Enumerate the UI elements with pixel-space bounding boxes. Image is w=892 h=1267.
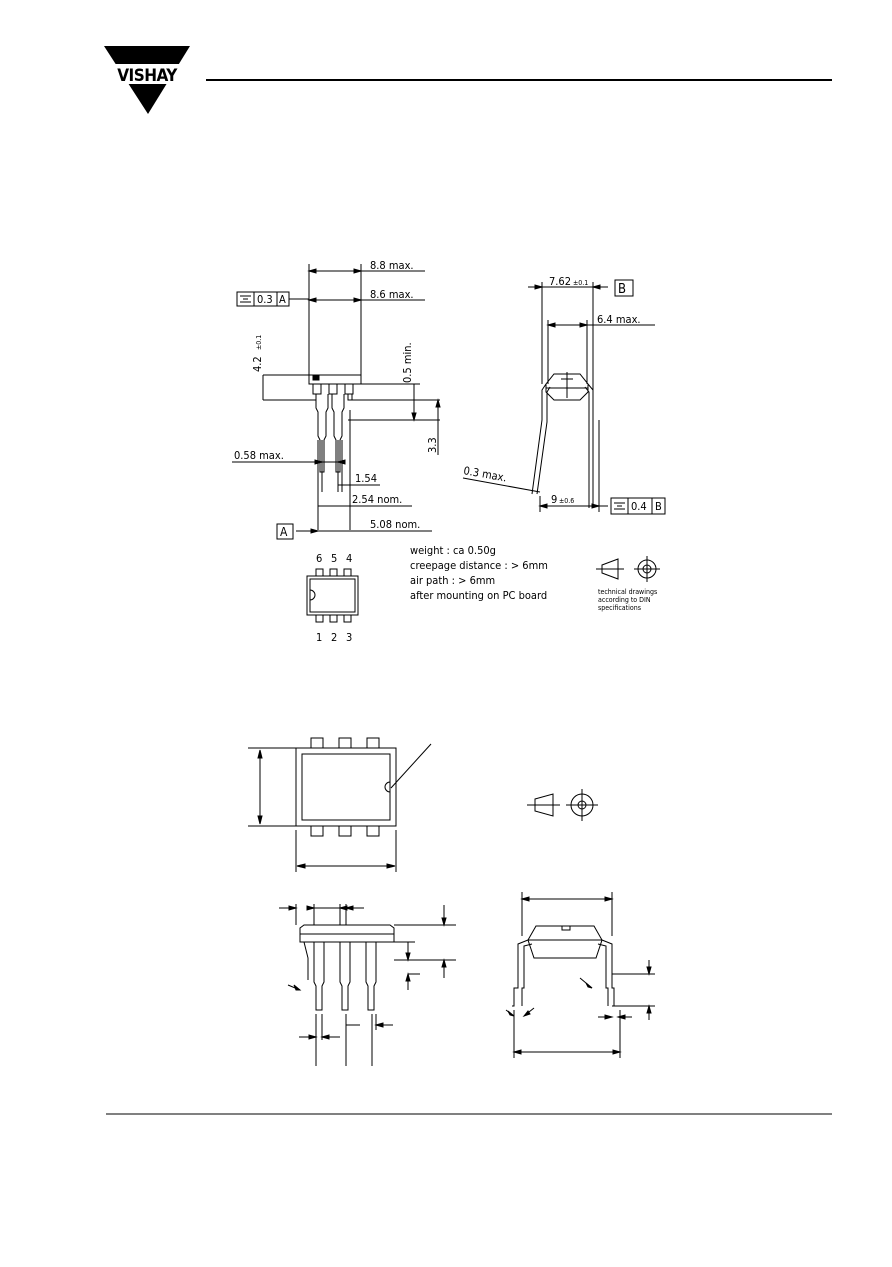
note-creepage: creepage distance : > 6mm	[410, 559, 548, 572]
datum-b	[615, 280, 633, 297]
note-mounting: after mounting on PC board	[410, 589, 548, 602]
tolerance-value: 0.3	[257, 293, 273, 306]
dim-9-tol: ±0.6	[559, 497, 575, 505]
pin-1: 1	[316, 631, 323, 644]
dim-254: 2.54 nom.	[352, 493, 403, 506]
tolerance-ref: A	[279, 293, 286, 306]
pin-4: 4	[346, 552, 353, 565]
pinout-view	[307, 552, 358, 644]
pin-3: 3	[346, 631, 353, 644]
dim-64: 6.4 max.	[597, 313, 641, 326]
smd-side-view-left	[279, 904, 456, 1066]
dim-42: 4.2	[251, 356, 264, 372]
din-note-1: technical drawings	[598, 588, 658, 596]
pin-5: 5	[331, 552, 338, 565]
vishay-logo	[100, 46, 194, 114]
tolerance-frame-a	[237, 292, 309, 306]
note-weight: weight : ca 0.50g	[410, 544, 496, 557]
smd-top-view	[248, 738, 431, 872]
dim-86: 8.6 max.	[370, 288, 414, 301]
dim-88: 8.8 max.	[370, 259, 414, 272]
dim-762-tol: ±0.1	[573, 279, 589, 287]
projection-symbol-top	[596, 556, 660, 582]
tolerance-ref-b: B	[655, 500, 662, 513]
pin-6: 6	[316, 552, 323, 565]
dim-05: 0.5 min.	[401, 342, 414, 383]
dim-9: 9	[551, 493, 558, 506]
datum-a	[277, 524, 293, 539]
dim-42-tol: ±0.1	[255, 334, 263, 350]
note-air-path: air path : > 6mm	[410, 574, 496, 587]
dim-058: 0.58 max.	[234, 449, 284, 462]
smd-side-view-right	[506, 892, 655, 1058]
tolerance-frame-b	[611, 498, 665, 514]
dim-762: 7.62	[549, 275, 572, 288]
din-note-3: specifications	[598, 604, 642, 612]
pin-2: 2	[331, 631, 338, 644]
svg-text:A: A	[280, 525, 288, 539]
package-notes	[410, 544, 548, 602]
dim-154: 1.54	[355, 472, 378, 485]
dim-33: 3.3	[426, 437, 439, 453]
dim-508: 5.08 nom.	[370, 518, 421, 531]
projection-symbol-bottom	[527, 789, 598, 821]
logo-text: VISHAY	[117, 66, 177, 86]
svg-text:B: B	[618, 282, 627, 297]
dim-03: 0.3 max.	[462, 464, 508, 485]
din-note-2: according to DIN	[598, 596, 651, 604]
tolerance-value-b: 0.4	[631, 500, 647, 513]
